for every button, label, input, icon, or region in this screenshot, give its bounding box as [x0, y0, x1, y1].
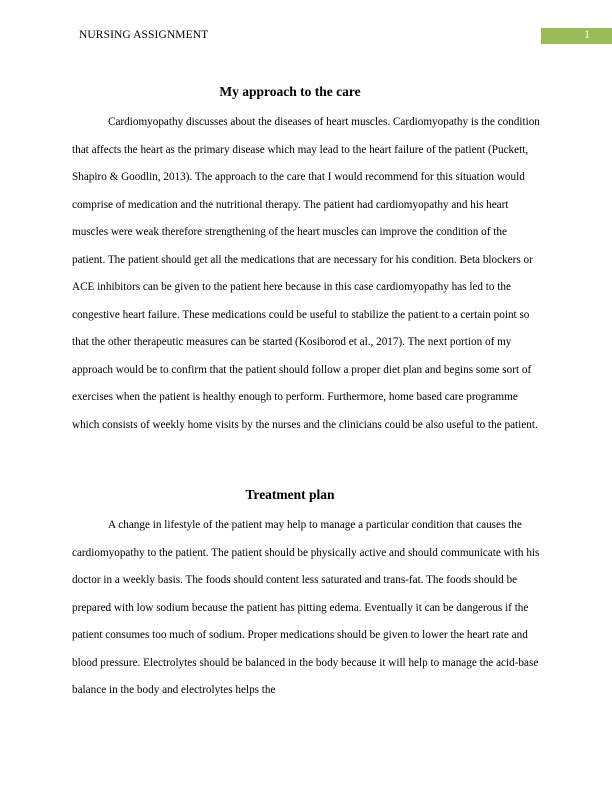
- page-number-bar: [541, 28, 612, 44]
- treatment-plan-paragraph: A change in lifestyle of the patient may help to manage a particular condition that causes the cardiomyopathy to the patient. The patient should be physically active and should communicate with his doctor in a weekly basis. The foods should content less saturated and trans-fat. The foods should be prepared with low sodium because the patient has pitting edema. Eventually it can be dangerous if the patient consumes too much of sodium. Proper medications should be given to lower the heart rate and blood pressure. Electrolytes should be balanced in the body because it will help to manage the acid-base balance in the body and electrolytes helps the: [72, 519, 540, 696]
- section-title-approach: My approach to the care: [219, 84, 361, 99]
- running-head: NURSING ASSIGNMENT: [79, 29, 209, 41]
- page-number: 1: [584, 29, 590, 41]
- section-title-treatment-plan: Treatment plan: [245, 487, 335, 502]
- approach-paragraph: Cardiomyopathy discusses about the diseases of heart muscles. Cardiomyopathy is the condition that affects the heart as the primary disease which may lead to the heart failure of the patient (Puckett, Shapiro & Goodlin, 2013). The approach to the care that I would recommend for this situation would comprise of medication and the nutritional therapy. The patient had cardiomyopathy and his heart muscles were weak therefore strengthening of the heart muscles can improve the condition of the patient. The patient should get all the medications that are necessary for his condition. Beta blockers or ACE inhibitors can be given to the patient here because in this case cardiomyopathy has led to the congestive heart failure. These medications could be useful to stabilize the patient to a certain point so that the other therapeutic measures can be started (Kosiborod et al., 2017). The next portion of my approach would be to confirm that the patient should follow a proper diet plan and begins some sort of exercises when the patient is healthy enough to perform. Furthermore, home based care programme which consists of weekly home visits by the nurses and the clinicians could be also useful to the patient.: [72, 116, 540, 431]
